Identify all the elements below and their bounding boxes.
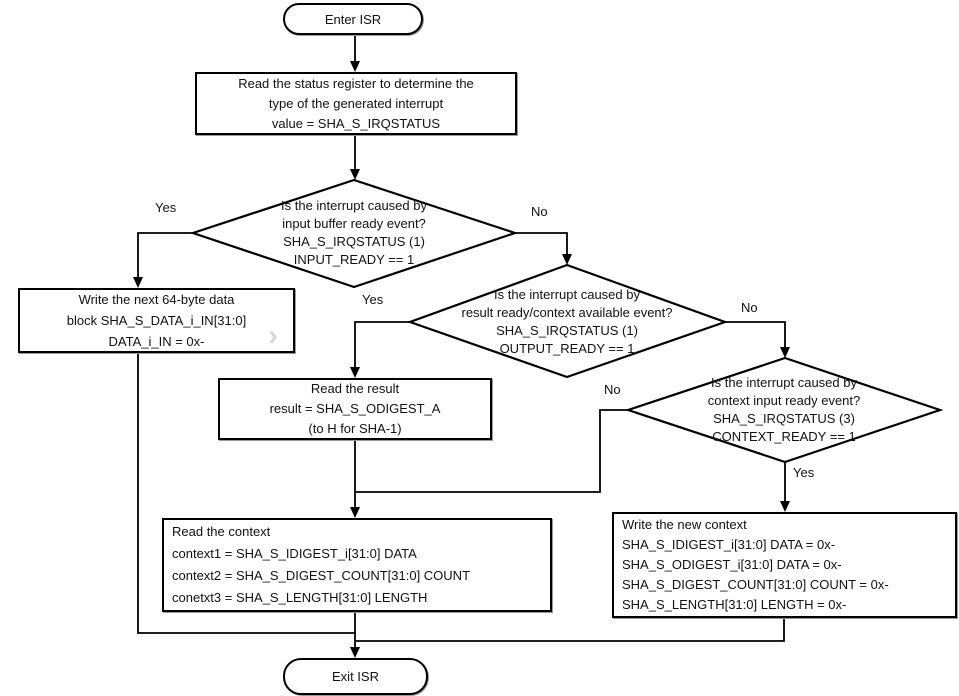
- node-read-context-line1: Read the context: [172, 524, 271, 539]
- decision-input-ready-line4: INPUT_READY == 1: [293, 252, 415, 267]
- node-write-data-line3: DATA_i_IN = 0x-: [108, 334, 205, 349]
- node-read-context-line4: conetxt3 = SHA_S_LENGTH[31:0] LENGTH: [172, 590, 428, 605]
- node-read-status: [195, 72, 517, 135]
- node-write-data: [18, 288, 295, 353]
- node-enter-isr-label: Enter ISR: [324, 11, 382, 27]
- decision-output-ready-line3: SHA_S_IRQSTATUS (1): [496, 323, 638, 338]
- decision-context-ready-shape: [628, 358, 940, 462]
- edge-label-d1-yes: Yes: [155, 200, 177, 215]
- node-write-context: [612, 512, 957, 618]
- chevron-right-icon: ›: [268, 319, 278, 352]
- node-write-context-line1: Write the new context: [622, 517, 747, 532]
- decision-output-ready-line4: OUTPUT_READY == 1: [499, 341, 635, 356]
- decision-context-ready-line3: SHA_S_IRQSTATUS (3): [713, 411, 855, 426]
- node-read-status-line1: Read the status register to determine the: [238, 75, 474, 91]
- node-exit-isr: [283, 658, 428, 695]
- node-write-context-line4: SHA_S_DIGEST_COUNT[31:0] COUNT = 0x-: [622, 577, 889, 592]
- edge-label-d1-no: No: [531, 204, 548, 219]
- edge-writecontext-down: [356, 618, 784, 641]
- decision-input-ready-line3: SHA_S_IRQSTATUS (1): [283, 234, 425, 249]
- decision-output-ready-line2: result ready/context available event?: [461, 305, 673, 320]
- decision-output-ready-shape: [410, 265, 725, 377]
- edge-label-d2-yes: Yes: [362, 292, 384, 307]
- edge-label-d3-yes: Yes: [793, 465, 815, 480]
- decision-output-ready-line1: Is the interrupt caused by: [494, 287, 640, 302]
- edge-d1-no: [515, 233, 567, 263]
- decision-context-ready-line2: context input ready event?: [707, 393, 861, 408]
- decision-input-ready-line1: Is the interrupt caused by: [281, 198, 427, 213]
- edge-d2-yes: [355, 322, 410, 376]
- edge-label-d3-no: No: [604, 382, 621, 397]
- edge-label-d2-no: No: [741, 300, 758, 315]
- node-read-context: [162, 518, 552, 612]
- edge-d2-no: [725, 322, 785, 356]
- node-read-result: [218, 378, 492, 440]
- node-write-context-line3: SHA_S_ODIGEST_i[31:0] DATA = 0x-: [622, 557, 842, 572]
- node-enter-isr: [283, 3, 423, 35]
- decision-context-ready-line1: Is the interrupt caused by: [711, 375, 857, 390]
- node-read-status-line2: type of the generated interrupt: [268, 95, 444, 111]
- decision-input-ready-shape: [193, 180, 515, 287]
- node-write-context-line5: SHA_S_LENGTH[31:0] LENGTH = 0x-: [622, 597, 847, 612]
- node-read-result-line2: result = SHA_S_ODIGEST_A: [269, 401, 441, 416]
- node-read-context-line3: context2 = SHA_S_DIGEST_COUNT[31:0] COUNT: [172, 568, 471, 583]
- node-exit-isr-label: Exit ISR: [332, 669, 379, 684]
- node-write-data-line1: Write the next 64-byte data: [78, 292, 235, 307]
- decision-context-ready-line4: CONTEXT_READY == 1: [712, 429, 856, 444]
- edge-d1-yes: [138, 233, 193, 286]
- node-write-context-line2: SHA_S_IDIGEST_i[31:0] DATA = 0x-: [622, 537, 836, 552]
- decision-input-ready-line2: input buffer ready event?: [282, 216, 426, 231]
- node-read-context-line2: context1 = SHA_S_IDIGEST_i[31:0] DATA: [172, 546, 417, 561]
- node-write-data-line2: block SHA_S_DATA_i_IN[31:0]: [66, 313, 247, 328]
- node-read-result-line1: Read the result: [310, 381, 400, 396]
- node-read-result-line3: (to H for SHA-1): [308, 421, 402, 436]
- node-read-status-line3: value = SHA_S_IRQSTATUS: [271, 115, 441, 131]
